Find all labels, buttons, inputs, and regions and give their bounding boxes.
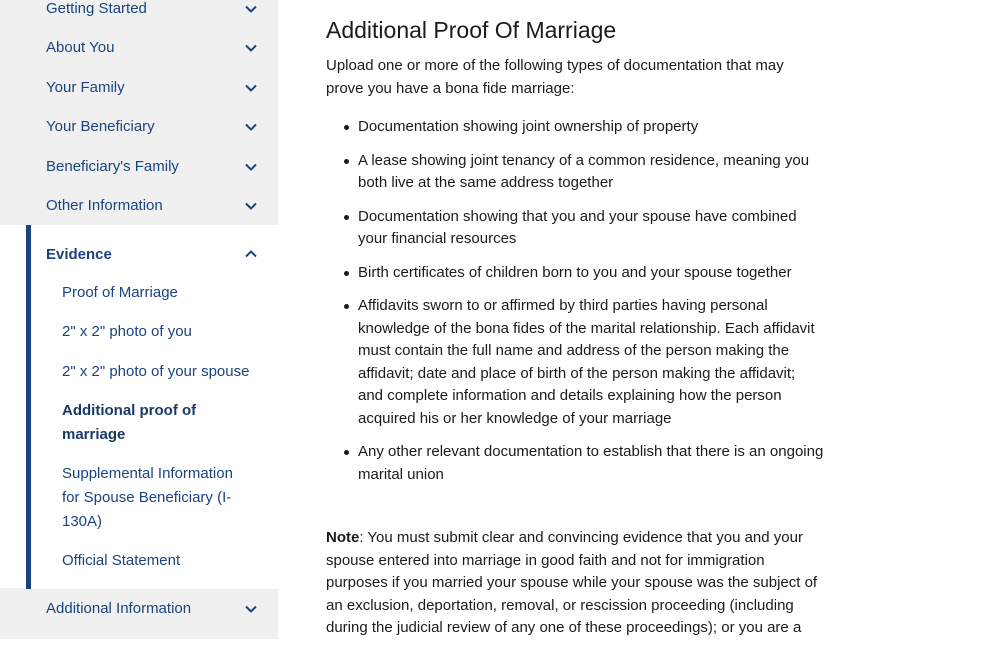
page-title: Additional Proof Of Marriage: [326, 17, 617, 43]
main-content: [326, 14, 826, 655]
sidebar-item-label: Getting Started: [46, 0, 147, 17]
sidebar-item-label: Your Beneficiary: [46, 118, 155, 135]
chevron-down-icon: [244, 2, 258, 16]
intro-text: Upload one or more of the following types of documentation that may prove you have a bona fide marriage:: [326, 57, 784, 97]
chevron-down-icon: [244, 81, 258, 95]
chevron-down-icon: [244, 120, 258, 134]
sidebar-subitem-proof-of-marriage[interactable]: Proof of Marriage: [62, 284, 178, 301]
sidebar-subitem-official-statement[interactable]: Official Statement: [62, 552, 181, 569]
sidebar-item-label: About You: [46, 39, 115, 56]
sidebar-item-label: Beneficiary's Family: [46, 158, 179, 175]
sidebar-subitem-supplemental-information[interactable]: Supplemental Information for Spouse Beneficiary (I-130A): [62, 465, 233, 530]
sidebar-item-label: Evidence: [46, 245, 112, 263]
note-text: : You must submit clear and convincing evidence that you and your spouse entered into marriage in good faith and not for immigration purposes if you married your spouse while your spouse was the subject of an exclusion, deportation, removal, or rescission proceeding (including during the judicial review of any one of these proceedings); or you are a: [326, 529, 818, 636]
sidebar-nav: [0, 0, 278, 639]
list-item: Affidavits sworn to or affirmed by third parties having personal knowledge of the bona fides of the marital relationship. Each affidavit must contain the full name and address of the person making the affidavit; date and place of birth of the person making the affidavit; and complete information and details explaining how the person acquired his or her knowledge of your marriage: [358, 295, 824, 430]
sidebar-item-evidence[interactable]: [0, 238, 278, 270]
note-paragraph: [326, 527, 818, 640]
sidebar-item-getting-started[interactable]: [0, 0, 278, 28]
list-item: Documentation showing joint ownership of property: [358, 116, 824, 139]
list-item: Birth certificates of children born to you and your spouse together: [358, 262, 824, 285]
chevron-down-icon: [244, 199, 258, 213]
sidebar-item-additional-information[interactable]: [0, 589, 278, 628]
sidebar-item-label: Other Information: [46, 197, 163, 214]
sidebar-subitem-additional-proof-of-marriage[interactable]: Additional proof of marriage: [62, 402, 197, 443]
documentation-list: [326, 116, 826, 486]
list-item: A lease showing joint tenancy of a common residence, meaning you both live at the same address together: [358, 150, 824, 195]
sidebar-item-beneficiarys-family[interactable]: [0, 147, 278, 186]
chevron-down-icon: [244, 41, 258, 55]
sidebar-item-label: Additional Information: [46, 600, 192, 617]
sidebar-item-other-information[interactable]: [0, 186, 278, 225]
sidebar-item-label: Your Family: [46, 79, 125, 96]
sidebar-item-your-family[interactable]: [0, 68, 278, 107]
sidebar-item-about-you[interactable]: [0, 28, 278, 67]
note-label: Note: [326, 529, 360, 546]
sidebar-item-your-beneficiary[interactable]: [0, 107, 278, 146]
chevron-down-icon: [244, 602, 258, 616]
sidebar-subitem-photo-of-you[interactable]: 2" x 2" photo of you: [62, 323, 192, 340]
chevron-up-icon: [244, 247, 258, 261]
list-item: Documentation showing that you and your spouse have combined your financial resources: [358, 206, 824, 251]
sidebar-subitem-photo-of-spouse[interactable]: 2" x 2" photo of your spouse: [62, 363, 250, 380]
list-item: Any other relevant documentation to establish that there is an ongoing marital union: [358, 441, 824, 486]
chevron-down-icon: [244, 160, 258, 174]
